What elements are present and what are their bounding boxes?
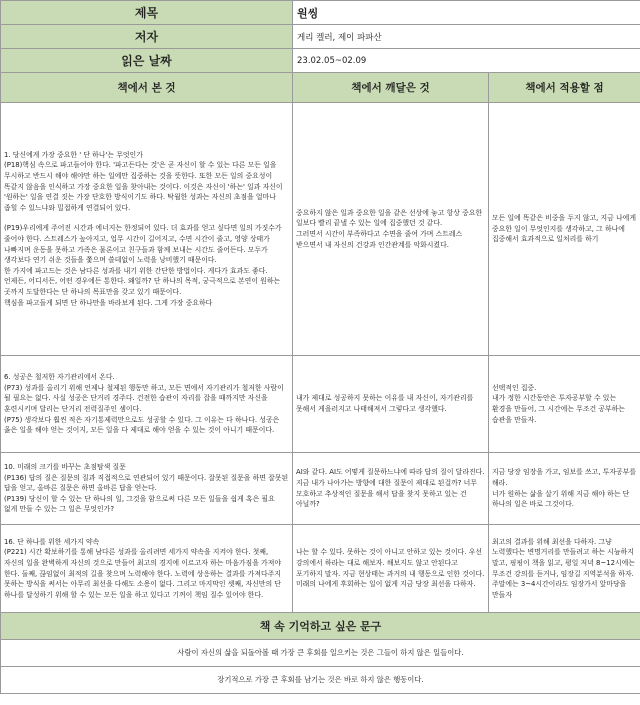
- applied-text: 지금 당장 임장을 가고, 임보를 쓰고, 투자공부를 해라.: [492, 468, 636, 487]
- applied-text: 주말에는 3~4시간이라도 임장가서 앞마당을 만들자: [492, 580, 627, 599]
- col-header-applied: 책에서 적용할 점: [489, 73, 640, 103]
- read-date: 23.02.05~02.09: [293, 49, 640, 73]
- author-row: [1, 25, 640, 49]
- seen-text: (P18)핵심 속으로 파고들어야 한다. '파고든다는 것'은 곧 자신이 할 수 있는 다른 모든 일을 무시하고 반드시 해야 해야만 하는 일에만 집중하는 것을 뜻한다. 또한 모든 일의 중요성이 똑같지 않음을 인식하고 가장 중요한 일을 찾아내는 것이다. 이것은 자신이 '하는' 일과 자신이 '원하는' 일을 연결 짓는 가장 단호한 방식이기도 하다. 탁월한 성과는 자신의 초점을 얼마나 좁힐 수 있느냐와 밀접하게 연결되어 있다.: [4, 161, 283, 212]
- realized-cell: [293, 453, 489, 525]
- title-label: 제목: [1, 1, 293, 25]
- seen-text: 10. 미래의 크기를 바꾸는 초점탐색 질문: [4, 463, 126, 472]
- seen-cell: [1, 103, 293, 356]
- seen-cell: [1, 356, 293, 453]
- column-header-row: [1, 73, 640, 103]
- table-row: [1, 103, 640, 356]
- memorable-quotes-header: 책 속 기억하고 싶은 문구: [1, 613, 640, 640]
- title-row: [1, 1, 640, 25]
- realized-text: 나는 할 수 있다. 못하는 것이 아니고 안하고 있는 것이다. 우선 강의에서 하라는 대로 해보자. 해보지도 않고 안된다고 포기하지 말자. 지금 현상태는 과거의 내 행동으로 인한 것이다. 미래의 나에게 후회하는 일이 없게 지금 당장 최선을 다하자.: [296, 548, 485, 589]
- applied-cell: [489, 525, 640, 613]
- seen-text: (P19)우리에게 주어진 시간과 에너지는 한정되어 있다. 더 효과를 얻고 싶다면 일의 가짓수가 줄어야 한다. 스트레스가 높아지고, 업무 시간이 길어지고, 수면 시간이 줄고, 영양 상태가 나빠지며 운동을 못하고 가족은 물론이고 친구들과 함께 보내는 시간도 줄어든다. 모두가 생각보다 연기 쉬운 것들을 쫓으며 쓸데없이 노력을 낭비했기 때문이다.: [4, 224, 282, 265]
- memorable-quote: 장기적으로 가장 큰 후회를 남기는 것은 바로 하지 않은 행동이다.: [1, 667, 640, 694]
- applied-cell: [489, 103, 640, 356]
- col-header-realized: 책에서 깨달은 것: [293, 73, 489, 103]
- quote-row: [1, 640, 640, 667]
- realized-text: AI와 같다. AI도 어떻게 질문하느냐에 따라 답의 질이 달라진다.: [296, 468, 485, 477]
- seen-text: 한 가지에 파고드는 것은 남다른 성과를 내기 위한 간단한 방법이다. 게다가 효과도 좋다. 언제든, 어디서든, 어떤 경우에든 통한다. 왜일까? 단 하나의 목적, 궁극적으로 본연이 원하는 곳까지 도달한다는 단 하나의 목표만을 갖고 있기 때문이다.: [4, 266, 281, 296]
- realized-text: 중요하지 않은 일과 중요한 일을 같은 선상에 놓고 항상 중요한 일보다 빨리 끝낼 수 있는 일에 집중했던 것 같다.: [296, 208, 483, 228]
- applied-text: 모든 일에 똑같은 비중을 두지 않고, 지금 나에게 중요한 일이 무엇인지를 생각하고, 그 하나에 집중해서 효과적으로 일처리를 하기: [492, 214, 636, 244]
- realized-cell: [293, 356, 489, 453]
- seen-text: 1. 당신에게 가장 중요한 ' 단 하나'는 무엇인가: [4, 150, 143, 159]
- table-row: [1, 525, 640, 613]
- realized-cell: [293, 103, 489, 356]
- applied-text: 선택적인 집중.: [492, 383, 537, 392]
- date-row: [1, 49, 640, 73]
- seen-text: (P75) 생각보다 훨씬 적은 자기통제력만으로도 성공할 수 있다. 그 이유는 다 하나다. 성공은 옳은 일을 해야 얻는 것이지, 모든 일을 다 제대로 해야 얻을 수 있는 것이 아니기 때문이다.: [4, 415, 280, 435]
- author-label: 저자: [1, 25, 293, 49]
- applied-text: 최고의 결과를 위해 최선을 다하자. 그냥 노력했다는 변명거리를 만들려고 하는 시늉하지 말고, 핑핑이 책을 읽고, 평일 저녁 8~12시에는 무조건 강의를 듣거나, 임장길 지역분석을 하자.: [492, 537, 635, 578]
- realized-cell: [293, 525, 489, 613]
- seen-text: (P73) 성과를 올리기 위해 언제나 철제된 행동만 하고, 모든 면에서 자기관리가 철저한 사람이 될 필요는 없다. 사실 성공은 단거리 경주다. 건전한 습관이 자리를 잡을 때까지만 자신을 훈련시키며 달리는 단거리 전력질주인 셈이다.: [4, 383, 284, 413]
- seen-text: 핵심을 파고들게 되면 단 하나만을 바라보게 된다. 그게 가장 중요하다: [4, 298, 213, 307]
- seen-cell: [1, 525, 293, 613]
- applied-cell: [489, 453, 640, 525]
- memorable-header-row: [1, 613, 640, 640]
- book-author: 게리 켈러, 제이 파파산: [293, 25, 640, 49]
- table-row: [1, 356, 640, 453]
- memorable-quote: 사람이 자신의 삶을 되돌아볼 때 가장 큰 후회를 일으키는 것은 그들이 하지 않은 일들이다.: [1, 640, 640, 667]
- applied-cell: [489, 356, 640, 453]
- quote-row: [1, 667, 640, 694]
- col-header-seen: 책에서 본 것: [1, 73, 293, 103]
- seen-text: (P139) 당신이 할 수 있는 단 하나의 일, 그것을 함으로써 다른 모든 일들을 쉽게 혹은 필요 없게 만들 수 있는 그 일은 무엇인가?: [4, 494, 275, 514]
- seen-text: 16. 단 하나를 위한 세가지 약속: [4, 537, 100, 546]
- date-label: 읽은 날짜: [1, 49, 293, 73]
- realized-text: 내가 제대로 성공하지 못하는 이유를 내 자신이, 자기관리를 못해서 게을러지고 나태해져서 그렇다고 생각했다.: [296, 394, 474, 413]
- applied-text: 내가 정한 시간동안은 투자공부할 수 있는 환경을 만들어, 그 시간에는 무조건 공부하는 습관을 만들자.: [492, 394, 625, 424]
- applied-text: 너가 원하는 삶을 살기 위해 지금 해야 하는 단 하나의 일은 바로 그것이다.: [492, 489, 630, 509]
- seen-text: (P221) 시간 확보하기를 통해 남다른 성과를 올리려면 세가지 약속을 지켜야 한다. 첫째, 자신의 일을 완벽하게 자신의 것으로 만들어 최고의 경지에 이르고자 하는 마음가짐을 가져야 한다. 둘째, 끊임없이 최적의 길을 찾으며 노력해야 한다. 노력에 상응하는 결과를 가져다주지 못하는 방식을 써서는 아무리 최선을 다해도 소용이 없다. 그리고 마지막인 셋째, 자신만의 단 하나를 달성하기 위해 할 수 있는 모든 일을 하고 있다고 기꺼이 책임 질수 있어야 한다.: [4, 548, 282, 599]
- realized-text: 지금 내가 나아가는 방향에 대한 질문이 제대로 된걸까? 너무 모호하고 추상적인 질문을 해서 답을 찾지 못하고 있는 건 아닐까?: [296, 478, 477, 509]
- table-row: [1, 453, 640, 525]
- seen-text: (P136) 답의 질은 질문의 질과 직접적으로 연관되어 있기 때문이다. 잘못된 질문을 하면 잘못된 답을 얻고, 올바른 질문은 하면 올바른 답을 얻는다.: [4, 473, 289, 493]
- realized-text: 그러면서 시간이 부족하다고 수면을 줄여 가며 스트레스 받으면서 내 자신의 건강과 인간관계를 악화시켰다.: [296, 230, 463, 249]
- seen-text: 6. 성공은 철저한 자기관리에서 온다.: [4, 373, 115, 382]
- seen-cell: [1, 453, 293, 525]
- book-title: 원씽: [293, 1, 640, 25]
